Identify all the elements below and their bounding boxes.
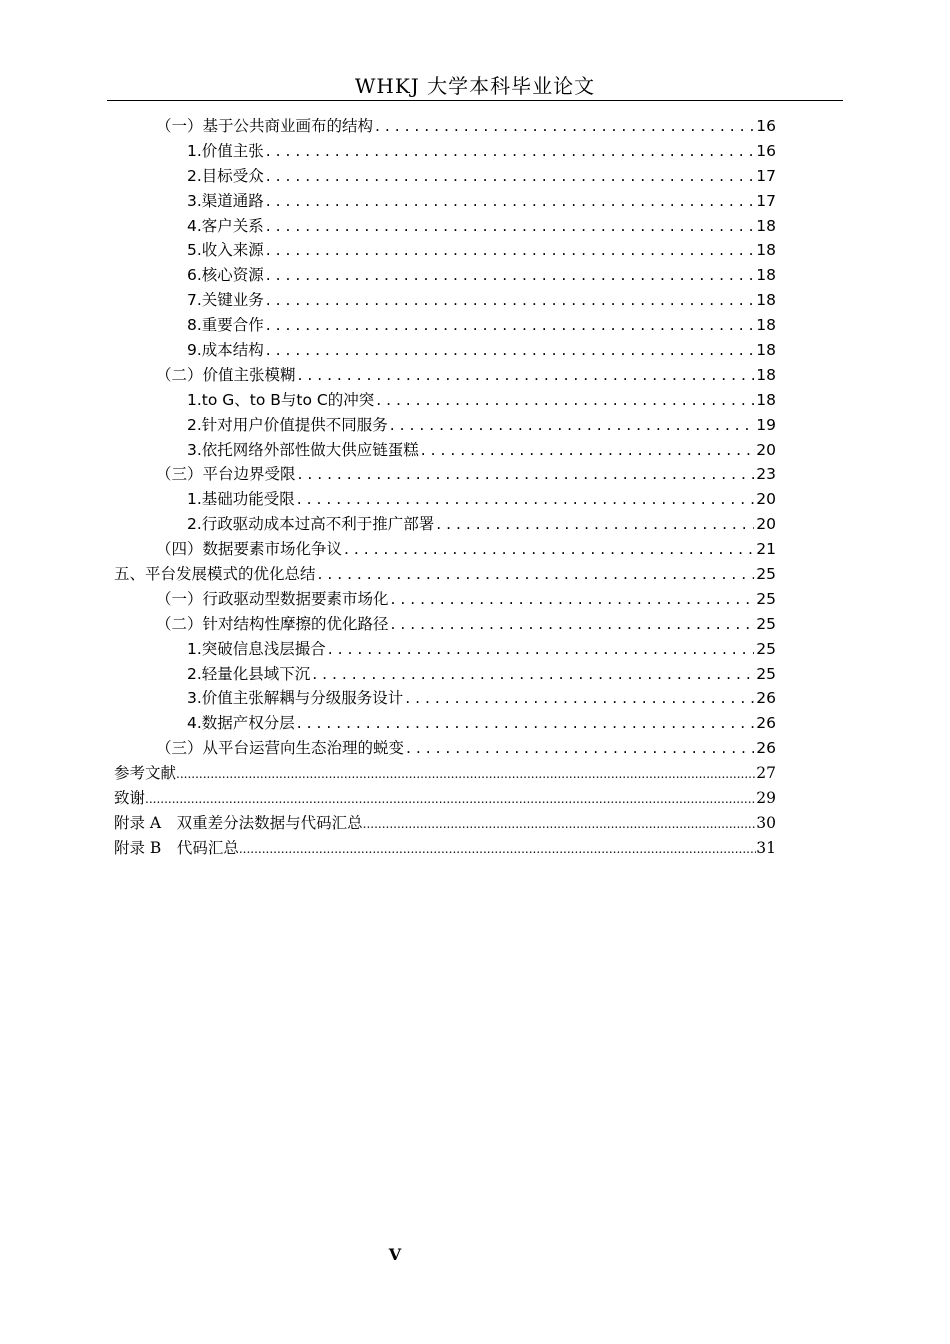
toc-entry-page: 31 bbox=[756, 838, 776, 857]
toc-entry[interactable] bbox=[114, 811, 776, 836]
toc-dot-leader bbox=[266, 313, 754, 338]
toc-entry[interactable] bbox=[114, 189, 776, 214]
running-header: WHKJ 大学本科毕业论文 bbox=[354, 74, 596, 98]
toc-entry[interactable] bbox=[114, 736, 776, 761]
toc-entry[interactable] bbox=[114, 587, 776, 612]
toc-entry[interactable] bbox=[114, 487, 776, 512]
toc-entry-page: 18 bbox=[756, 365, 776, 384]
toc-entry-title: 参考文献 bbox=[114, 764, 177, 783]
toc-entry[interactable] bbox=[114, 612, 776, 637]
toc-entry-title: 3.渠道通路 bbox=[187, 191, 264, 210]
toc-entry[interactable] bbox=[114, 662, 776, 687]
toc-dot-leader bbox=[297, 711, 754, 736]
toc-dot-leader bbox=[239, 836, 756, 862]
toc-entry-title: 4.客户关系 bbox=[187, 216, 264, 235]
toc-dot-leader bbox=[298, 462, 755, 487]
toc-entry-page: 30 bbox=[756, 813, 776, 832]
toc-entry-page: 26 bbox=[756, 689, 776, 708]
toc-entry[interactable] bbox=[114, 263, 776, 288]
toc-dot-leader bbox=[176, 761, 756, 787]
toc-entry-title: 2.针对用户价值提供不同服务 bbox=[187, 415, 388, 434]
toc-entry-title: （二）价值主张模糊 bbox=[156, 365, 296, 384]
toc-entry[interactable] bbox=[114, 686, 776, 711]
toc-entry-page: 18 bbox=[756, 241, 776, 260]
toc-entry-title: 致谢 bbox=[114, 789, 146, 808]
toc-entry[interactable] bbox=[114, 438, 776, 463]
toc-entry-title: （二）针对结构性摩擦的优化路径 bbox=[156, 614, 389, 633]
toc-entry[interactable] bbox=[114, 139, 776, 164]
toc-entry-title: 7.关键业务 bbox=[187, 291, 264, 310]
toc-entry-title: 1.to G、to B与to C的冲突 bbox=[187, 390, 375, 409]
toc-entry-page: 17 bbox=[756, 166, 776, 185]
toc-dot-leader bbox=[363, 811, 757, 837]
toc-entry-page: 21 bbox=[756, 540, 776, 559]
toc-entry-page: 27 bbox=[756, 764, 776, 783]
toc-entry-title: 附录 A 双重差分法数据与代码汇总 bbox=[114, 813, 363, 832]
toc-dot-leader bbox=[266, 139, 754, 164]
toc-entry-title: 8.重要合作 bbox=[187, 316, 264, 335]
toc-dot-leader bbox=[266, 164, 754, 189]
toc-entry-page: 19 bbox=[756, 415, 776, 434]
toc-dot-leader bbox=[312, 662, 754, 687]
toc-entry[interactable] bbox=[114, 512, 776, 537]
toc-entry-page: 18 bbox=[756, 390, 776, 409]
toc-dot-leader bbox=[266, 263, 754, 288]
toc-entry-title: 4.数据产权分层 bbox=[187, 714, 295, 733]
toc-dot-leader bbox=[328, 637, 754, 662]
toc-entry-title: 3.依托网络外部性做大供应链蛋糕 bbox=[187, 440, 419, 459]
toc-dot-leader bbox=[436, 512, 754, 537]
toc-entry-page: 25 bbox=[756, 614, 776, 633]
toc-dot-leader bbox=[391, 587, 755, 612]
toc-entry-page: 18 bbox=[756, 316, 776, 335]
toc-entry-title: 2.目标受众 bbox=[187, 166, 264, 185]
toc-entry-page: 25 bbox=[756, 664, 776, 683]
toc-entry-title: （一）基于公共商业画布的结构 bbox=[156, 117, 374, 135]
toc-entry[interactable] bbox=[114, 288, 776, 313]
toc-entry-page: 17 bbox=[756, 191, 776, 210]
toc-entry[interactable] bbox=[114, 388, 776, 413]
toc-dot-leader bbox=[421, 438, 754, 463]
toc-entry-page: 18 bbox=[756, 291, 776, 310]
toc-dot-leader bbox=[266, 288, 754, 313]
toc-entry[interactable] bbox=[114, 238, 776, 263]
toc-entry-page: 25 bbox=[756, 639, 776, 658]
toc-entry-title: （一）行政驱动型数据要素市场化 bbox=[156, 589, 389, 608]
toc-entry-page: 23 bbox=[756, 465, 776, 484]
toc-entry-page: 16 bbox=[756, 141, 776, 160]
header-rule bbox=[107, 100, 843, 101]
toc-entry-title: 附录 B 代码汇总 bbox=[114, 838, 239, 857]
toc-dot-leader bbox=[266, 238, 754, 263]
toc-entry-page: 16 bbox=[756, 117, 776, 135]
toc-dot-leader bbox=[266, 338, 754, 363]
toc-entry[interactable] bbox=[114, 562, 776, 587]
toc-dot-leader bbox=[298, 363, 755, 388]
toc-entry-page: 29 bbox=[756, 789, 776, 808]
toc-entry-title: 5.收入来源 bbox=[187, 241, 264, 260]
toc-entry[interactable] bbox=[114, 761, 776, 786]
toc-entry-title: 3.价值主张解耦与分级服务设计 bbox=[187, 689, 404, 708]
toc-entry[interactable] bbox=[114, 338, 776, 363]
toc-entry-title: 1.基础功能受限 bbox=[187, 490, 295, 509]
toc-entry-page: 20 bbox=[756, 440, 776, 459]
toc-dot-leader bbox=[266, 214, 754, 239]
toc-entry[interactable] bbox=[114, 786, 776, 811]
toc-entry-page: 25 bbox=[756, 565, 776, 584]
toc-entry-page: 20 bbox=[756, 515, 776, 534]
table-of-contents bbox=[114, 114, 776, 861]
toc-entry[interactable] bbox=[114, 214, 776, 239]
toc-dot-leader bbox=[390, 413, 754, 438]
toc-entry[interactable] bbox=[114, 114, 776, 139]
toc-dot-leader bbox=[266, 189, 754, 214]
toc-entry[interactable] bbox=[114, 363, 776, 388]
toc-dot-leader bbox=[405, 686, 754, 711]
toc-entry-page: 18 bbox=[756, 216, 776, 235]
toc-dot-leader bbox=[318, 562, 755, 587]
toc-entry-title: （三）平台边界受限 bbox=[156, 465, 296, 484]
toc-dot-leader bbox=[376, 388, 754, 413]
toc-entry[interactable] bbox=[114, 537, 776, 562]
toc-entry[interactable] bbox=[114, 637, 776, 662]
toc-entry[interactable] bbox=[114, 164, 776, 189]
toc-entry-page: 18 bbox=[756, 341, 776, 360]
toc-entry[interactable] bbox=[114, 413, 776, 438]
toc-dot-leader bbox=[406, 736, 754, 761]
toc-dot-leader bbox=[375, 114, 754, 139]
toc-dot-leader bbox=[344, 537, 754, 562]
toc-entry-title: （四）数据要素市场化争议 bbox=[156, 540, 343, 559]
toc-entry-title: 五、平台发展模式的优化总结 bbox=[114, 565, 316, 584]
toc-entry-title: 1.突破信息浅层撮合 bbox=[187, 639, 326, 658]
toc-entry-page: 26 bbox=[756, 714, 776, 733]
toc-entry[interactable] bbox=[114, 313, 776, 338]
toc-dot-leader bbox=[391, 612, 755, 637]
toc-dot-leader bbox=[145, 786, 756, 812]
toc-entry-page: 18 bbox=[756, 266, 776, 285]
toc-entry-title: 6.核心资源 bbox=[187, 266, 264, 285]
toc-entry-page: 25 bbox=[756, 589, 776, 608]
toc-entry-title: 2.轻量化县域下沉 bbox=[187, 664, 311, 683]
page-number: V bbox=[388, 1245, 402, 1264]
toc-entry[interactable] bbox=[114, 836, 776, 861]
toc-dot-leader bbox=[297, 487, 754, 512]
toc-entry-page: 26 bbox=[756, 739, 776, 758]
toc-entry[interactable] bbox=[114, 462, 776, 487]
toc-entry-title: （三）从平台运营向生态治理的蜕变 bbox=[156, 739, 405, 758]
toc-entry-title: 2.行政驱动成本过高不利于推广部署 bbox=[187, 515, 435, 534]
toc-entry-title: 1.价值主张 bbox=[187, 141, 264, 160]
toc-entry-page: 20 bbox=[756, 490, 776, 509]
toc-entry[interactable] bbox=[114, 711, 776, 736]
toc-entry-title: 9.成本结构 bbox=[187, 341, 264, 360]
